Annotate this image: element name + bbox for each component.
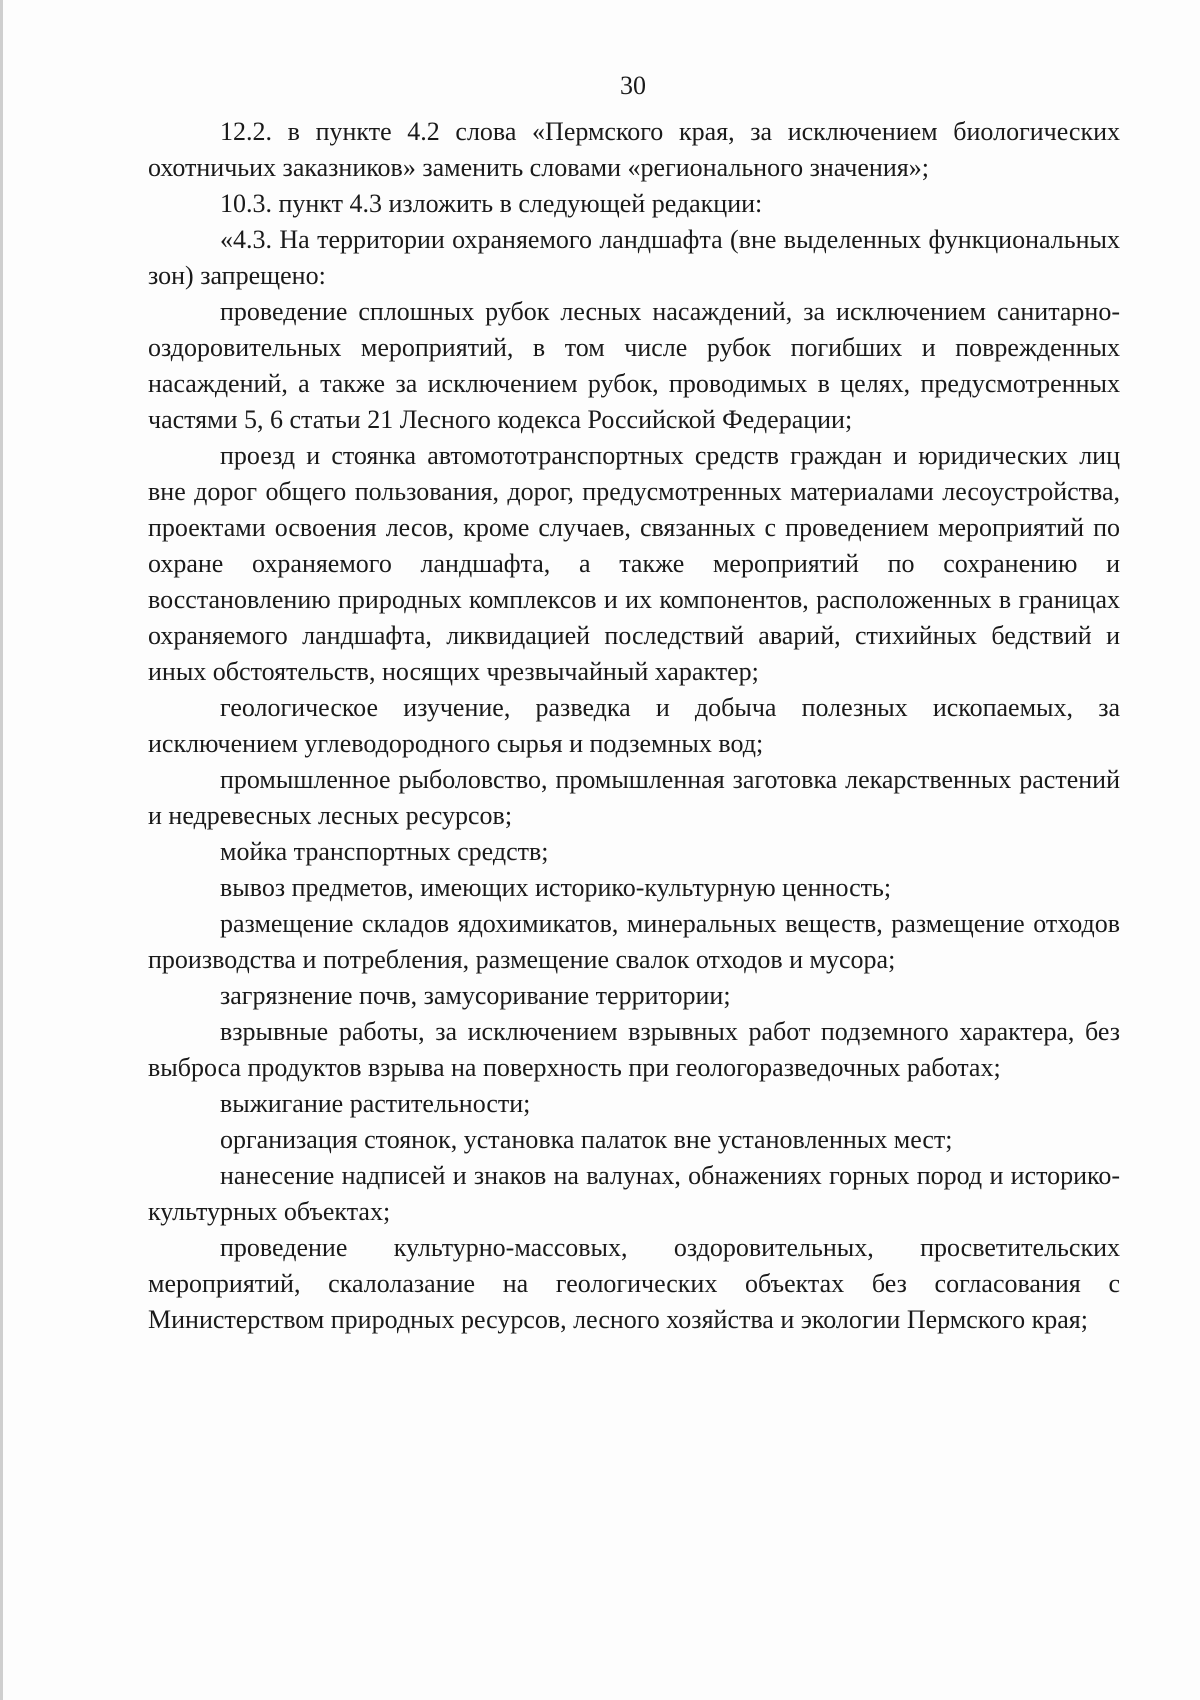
page-number: 30 xyxy=(620,71,646,100)
document-body xyxy=(148,114,1120,1338)
paragraph-soil-pollution: загрязнение почв, замусоривание территории; xyxy=(220,981,731,1010)
paragraph-chemical-storage: размещение складов ядохимикатов, минеральных веществ, размещение отходов производства и потребления, размещение свалок отходов и мусора; xyxy=(148,909,1120,974)
paragraph-graffiti: нанесение надписей и знаков на валунах, обнажениях горных пород и историко-культурных объектах; xyxy=(148,1161,1120,1226)
paragraph-clear-cutting: проведение сплошных рубок лесных насаждений, за исключением санитарно-оздоровительных мероприятий, в том числе рубок погибших и поврежденных насаждений, а также за исключением рубок, проводимых в целях, предусмотренных частями 5, 6 статьи 21 Лесного кодекса Российской Федерации; xyxy=(148,297,1120,434)
paragraph-blasting: взрывные работы, за исключением взрывных работ подземного характера, без выброса продуктов взрыва на поверхность при геологоразведочных работах; xyxy=(148,1017,1120,1082)
paragraph-mass-events: проведение культурно-массовых, оздоровительных, просветительских мероприятий, скалолазание на геологических объектах без согласования с Министерством природных ресурсов, лесного хозяйства и экологии Пермского края; xyxy=(148,1233,1120,1334)
paragraph-10-3: 10.3. пункт 4.3 изложить в следующей редакции: xyxy=(220,189,763,218)
paragraph-4-3: «4.3. На территории охраняемого ландшафта (вне выделенных функциональных зон) запрещено: xyxy=(148,225,1120,290)
paragraph-vegetation-burning: выжигание растительности; xyxy=(220,1089,531,1118)
paragraph-industrial-fishing: промышленное рыболовство, промышленная заготовка лекарственных растений и недревесных лесных ресурсов; xyxy=(148,765,1120,830)
paragraph-artifact-export: вывоз предметов, имеющих историко-культурную ценность; xyxy=(220,873,892,902)
paragraph-12-2: 12.2. в пункте 4.2 слова «Пермского края, за исключением биологических охотничьих заказников» заменить словами «регионального значения»; xyxy=(148,117,1120,182)
scan-edge xyxy=(0,0,3,1700)
paragraph-camping: организация стоянок, установка палаток вне установленных мест; xyxy=(220,1125,953,1154)
paragraph-mineral-extraction: геологическое изучение, разведка и добыча полезных ископаемых, за исключением углеводородного сырья и подземных вод; xyxy=(148,693,1120,758)
paragraph-vehicle-traffic: проезд и стоянка автомототранспортных средств граждан и юридических лиц вне дорог общего пользования, дорог, предусмотренных материалами лесоустройства, проектами освоения лесов, кроме случаев, связанных с проведением мероприятий по охране охраняемого ландшафта, а также мероприятий по сохранению и восстановлению природных комплексов и их компонентов, расположенных в границах охраняемого ландшафта, ликвидацией последствий аварий, стихийных бедствий и иных обстоятельств, носящих чрезвычайный характер; xyxy=(148,441,1120,686)
paragraph-vehicle-washing: мойка транспортных средств; xyxy=(220,837,549,866)
